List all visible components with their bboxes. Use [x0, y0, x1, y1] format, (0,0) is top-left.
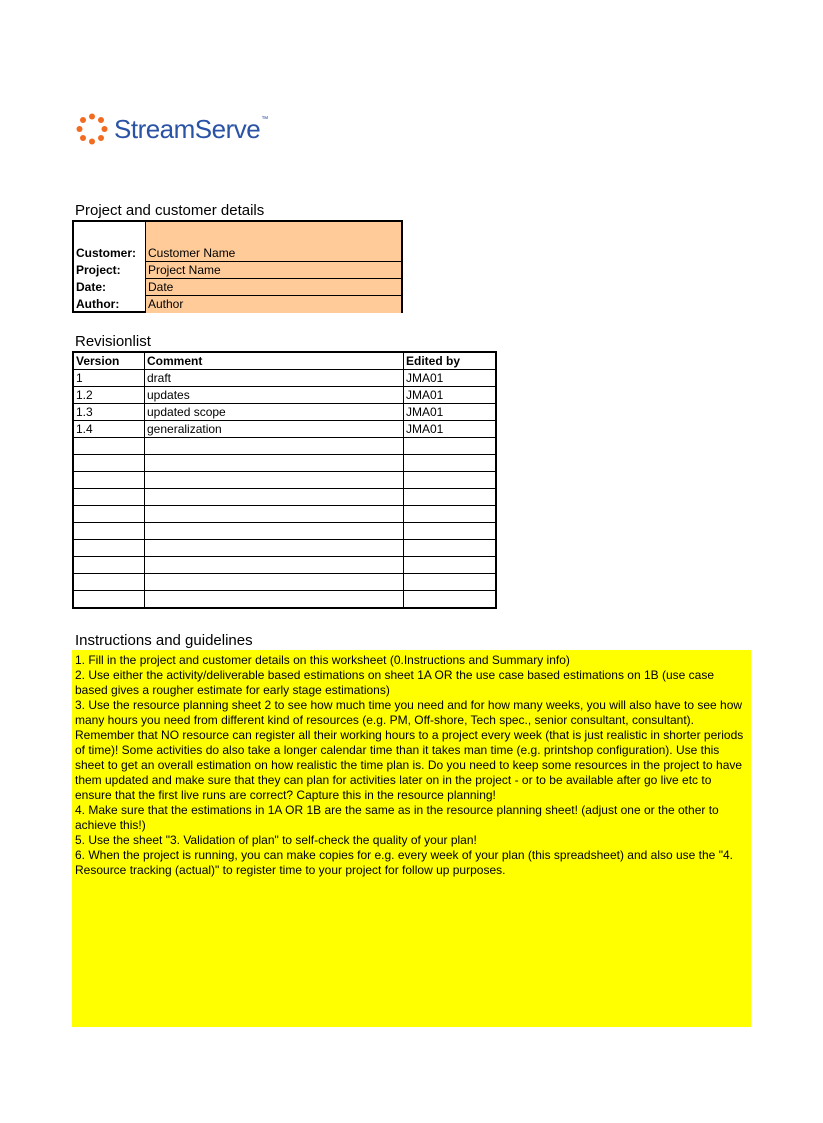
version-cell[interactable]	[73, 540, 145, 557]
project-details-box	[72, 220, 403, 313]
table-row	[73, 557, 496, 574]
project-value[interactable]: Project Name	[145, 262, 401, 279]
table-row	[73, 455, 496, 472]
customer-label: Customer:	[76, 246, 137, 260]
edited-by-cell[interactable]	[404, 489, 497, 506]
edited-by-cell[interactable]	[404, 557, 497, 574]
comment-cell[interactable]: draft	[145, 370, 404, 387]
version-cell[interactable]: 1	[73, 370, 145, 387]
instruction-item: 3. Use the resource planning sheet 2 to see how much time you need and for how many weeks, you will also have to see how many hours you need from different kind of resources (e.g. PM, Off-shore, Tech spec., senior consultant, consultant). Remember that NO resource can register all their working hours to a project every week (that is just realistic in shorter periods of time)! Some activities do also take a longer calendar time than it takes man time (e.g. printshop configuration). Use this sheet to get an overall estimation on how realistic the time plan is. Do you need to keep some resources in the project to have them updated and make sure that they can plan for activities later on in the project - or to be available after go live etc to ensure that the first live runs are correct? Capture this in the resource planning!	[75, 698, 744, 802]
comment-cell[interactable]: generalization	[145, 421, 404, 438]
details-row-date	[74, 279, 401, 296]
details-row-customer	[74, 245, 401, 262]
comment-cell[interactable]: updated scope	[145, 404, 404, 421]
version-cell[interactable]	[73, 574, 145, 591]
instruction-item: 6. When the project is running, you can make copies for e.g. every week of your plan (this spreadsheet) and also use the "4. Resource tracking (actual)" to register time to your project for follow up purposes.	[75, 848, 733, 877]
streamserve-logo	[76, 112, 268, 146]
table-row	[73, 574, 496, 591]
details-row-project	[74, 262, 401, 279]
table-row	[73, 506, 496, 523]
comment-header: Comment	[145, 352, 404, 370]
author-value[interactable]: Author	[145, 296, 401, 313]
version-cell[interactable]	[73, 455, 145, 472]
comment-cell[interactable]	[145, 472, 404, 489]
table-row	[73, 421, 496, 438]
table-row	[73, 540, 496, 557]
table-row	[73, 591, 496, 609]
comment-cell[interactable]	[145, 574, 404, 591]
instructions-box	[72, 650, 751, 1027]
brand-name: StreamServe	[114, 114, 261, 144]
instruction-item: 4. Make sure that the estimations in 1A OR 1B are the same as in the resource planning sheet! (adjust one or the other to achieve this!)	[75, 803, 719, 832]
edited-by-cell[interactable]	[404, 455, 497, 472]
brand-trademark: ™	[261, 115, 269, 123]
version-cell[interactable]	[73, 591, 145, 609]
edited-by-cell[interactable]	[404, 591, 497, 609]
project-details-title: Project and customer details	[75, 202, 265, 219]
version-cell[interactable]	[73, 472, 145, 489]
table-row	[73, 404, 496, 421]
comment-cell[interactable]	[145, 540, 404, 557]
edited-by-header: Edited by	[404, 352, 497, 370]
edited-by-cell[interactable]: JMA01	[404, 421, 497, 438]
streamserve-logo-icon	[76, 113, 108, 145]
date-label: Date:	[76, 280, 107, 294]
project-label: Project:	[76, 263, 121, 277]
comment-cell[interactable]	[145, 506, 404, 523]
comment-cell[interactable]	[145, 591, 404, 609]
instruction-item: 1. Fill in the project and customer details on this worksheet (0.Instructions and Summary info)	[75, 653, 570, 667]
version-cell[interactable]: 1.4	[73, 421, 145, 438]
edited-by-cell[interactable]: JMA01	[404, 404, 497, 421]
instruction-item: 5. Use the sheet "3. Validation of plan" to self-check the quality of your plan!	[75, 833, 477, 847]
comment-cell[interactable]: updates	[145, 387, 404, 404]
version-cell[interactable]	[73, 523, 145, 540]
version-cell[interactable]: 1.2	[73, 387, 145, 404]
table-row	[73, 489, 496, 506]
date-value[interactable]: Date	[145, 279, 401, 296]
version-cell[interactable]	[73, 506, 145, 523]
version-header: Version	[73, 352, 145, 370]
comment-cell[interactable]	[145, 557, 404, 574]
edited-by-cell[interactable]	[404, 472, 497, 489]
comment-cell[interactable]	[145, 489, 404, 506]
table-row	[73, 438, 496, 455]
edited-by-cell[interactable]: JMA01	[404, 370, 497, 387]
customer-value[interactable]: Customer Name	[145, 245, 401, 262]
instruction-item: 2. Use either the activity/deliverable based estimations on sheet 1A OR the use case based estimations on 1B (use case based gives a rougher estimate for early stage estimations)	[75, 668, 715, 697]
details-header-cell	[145, 222, 401, 245]
revision-header-row	[73, 352, 496, 370]
table-row	[73, 387, 496, 404]
edited-by-cell[interactable]	[404, 574, 497, 591]
table-row	[73, 472, 496, 489]
edited-by-cell[interactable]	[404, 438, 497, 455]
version-cell[interactable]	[73, 438, 145, 455]
author-label: Author:	[76, 297, 120, 311]
edited-by-cell[interactable]: JMA01	[404, 387, 497, 404]
table-row	[73, 523, 496, 540]
edited-by-cell[interactable]	[404, 506, 497, 523]
edited-by-cell[interactable]	[404, 540, 497, 557]
revisionlist-title: Revisionlist	[75, 333, 151, 350]
comment-cell[interactable]	[145, 455, 404, 472]
version-cell[interactable]	[73, 489, 145, 506]
revision-table	[72, 351, 497, 609]
version-cell[interactable]: 1.3	[73, 404, 145, 421]
instructions-title: Instructions and guidelines	[75, 632, 253, 649]
table-row	[73, 370, 496, 387]
details-row-author	[74, 296, 401, 313]
comment-cell[interactable]	[145, 523, 404, 540]
version-cell[interactable]	[73, 557, 145, 574]
edited-by-cell[interactable]	[404, 523, 497, 540]
comment-cell[interactable]	[145, 438, 404, 455]
